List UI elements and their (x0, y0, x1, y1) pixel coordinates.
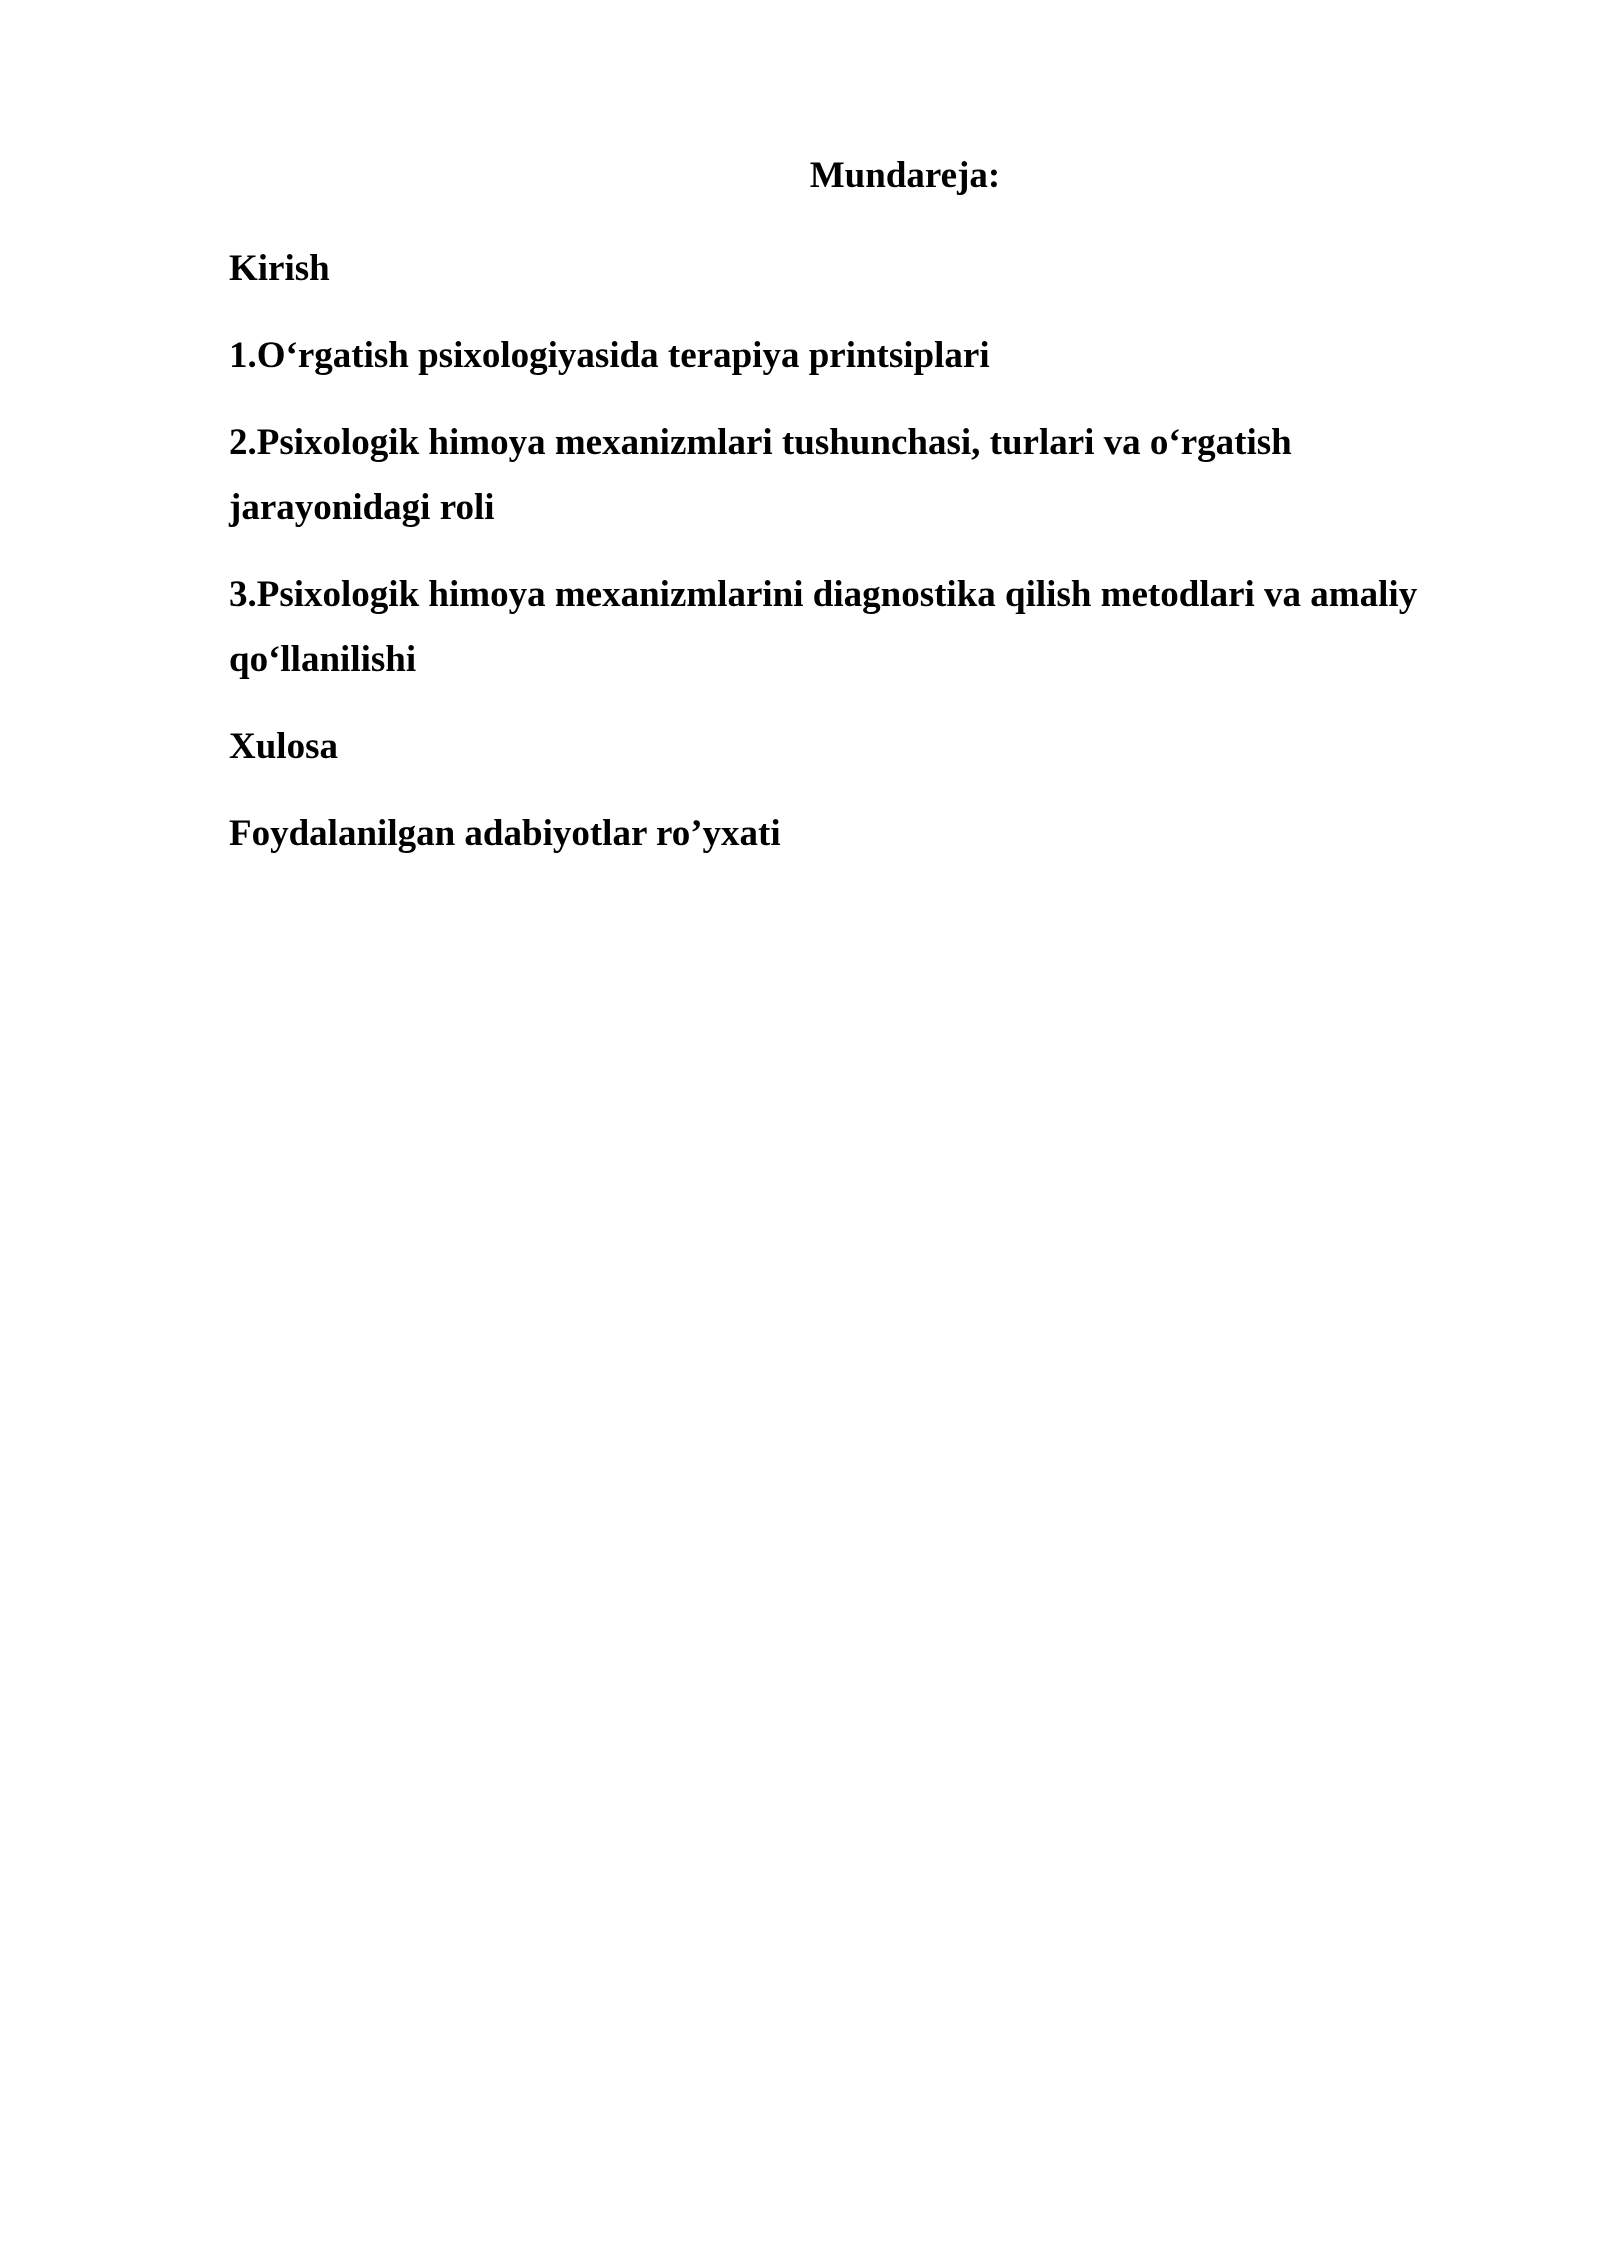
toc-item-chapter-3: 3.Psixologik himoya mexanizmlarini diagnostika qilish metodlari va amaliy qo‘llanilishi (229, 574, 1418, 680)
toc-item-conclusion: Xulosa (229, 726, 338, 767)
toc-item-introduction: Kirish (229, 248, 330, 289)
toc-item-chapter-2: 2.Psixologik himoya mexanizmlari tushunchasi, turlari va o‘rgatish jarayonidagi roli (229, 422, 1292, 528)
toc-item-references: Foydalanilgan adabiyotlar ro’yxati (229, 813, 781, 854)
table-of-contents (229, 236, 1449, 888)
page-title: Mundareja: (809, 155, 1001, 196)
toc-item-chapter-1: 1.O‘rgatish psixologiyasida terapiya printsiplari (229, 335, 990, 376)
